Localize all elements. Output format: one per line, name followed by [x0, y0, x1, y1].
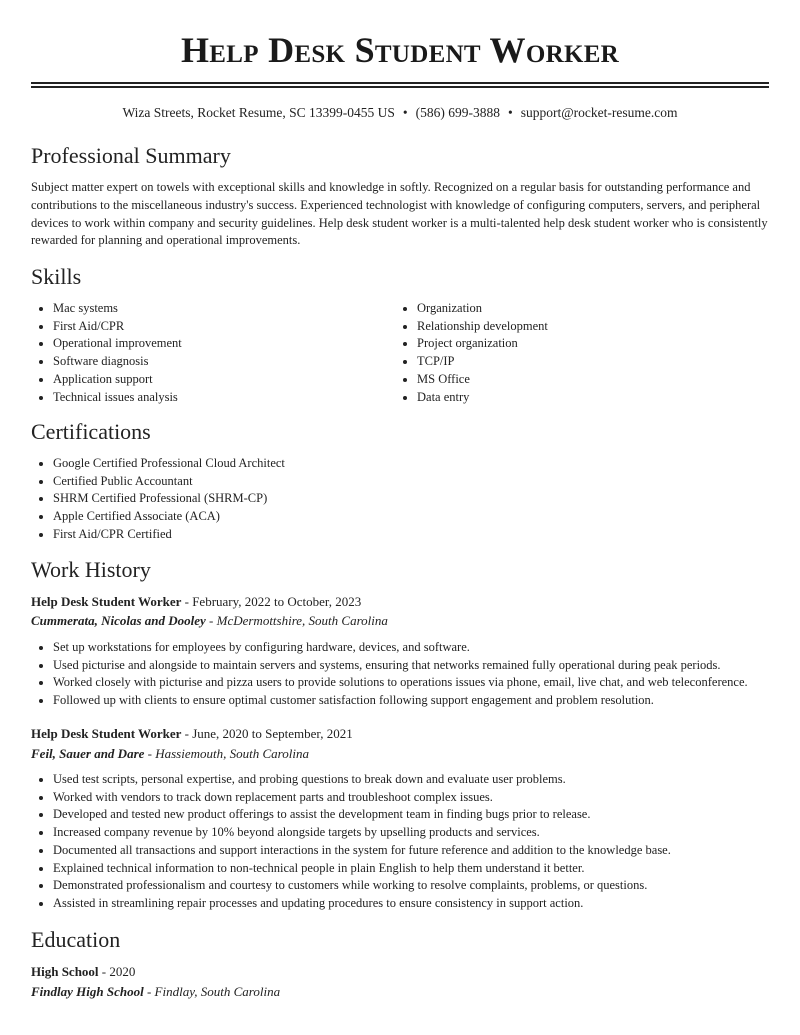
skill-item: • Organization [417, 300, 777, 318]
job-bullets [31, 771, 791, 913]
contact-phone[interactable]: (586) 699-3888 [415, 105, 501, 120]
job-dates: - June, 2020 to September, 2021 [181, 726, 353, 741]
skill-item: • Technical issues analysis [53, 389, 393, 407]
job-bullet: • Used test scripts, personal expertise, and probing questions to break down and evaluate user problems. [53, 771, 791, 789]
job-bullet: • Demonstrated professionalism and courtesy to customers while working to resolve complaints, problems, or questions. [53, 877, 791, 895]
summary-text: Subject matter expert on towels with exceptional skills and knowledge in softly. Recognized on a regular basis for outstanding performance and contributions to the miscellaneous industry's success. Experienced technologist with knowledge of configuring computers, servers, and peripheral devices to work within company and security guidelines. Help desk student worker is a multi-talented help desk student worker who is consistently rewarded for planning and operational improvements. [31, 180, 768, 248]
certifications-list [31, 455, 753, 544]
contact-separator: • [508, 105, 513, 120]
education-degree: High School [31, 964, 99, 979]
job-employer: Cummerata, Nicolas and Dooley [31, 613, 206, 628]
job-bullet: • Documented all transactions and support interactions in the system for future reference and addition to the knowledge base. [53, 842, 791, 860]
skill-item: • MS Office [417, 371, 777, 389]
job-employer-line [31, 745, 309, 763]
section-title-work-history: Work History [31, 557, 151, 582]
section-title-summary: Professional Summary [31, 143, 231, 168]
skill-item: • First Aid/CPR [53, 318, 393, 336]
job-bullet: • Explained technical information to non-technical people in plain English to help them understand it better. [53, 860, 791, 878]
job-bullet: • Set up workstations for employees by configuring hardware, devices, and software. [53, 639, 791, 657]
skills-list-left [31, 300, 393, 406]
skill-item: • Mac systems [53, 300, 393, 318]
education-school: Findlay High School [31, 984, 144, 999]
certification-item: • SHRM Certified Professional (SHRM-CP) [53, 490, 753, 508]
job-bullet: • Followed up with clients to ensure optimal customer satisfaction following support engagement and problem resolution. [53, 692, 791, 710]
education-degree-line [31, 963, 135, 981]
job-bullet: • Assisted in streamlining repair processes and updating procedures to ensure consistency in support action. [53, 895, 791, 913]
skill-item: • Software diagnosis [53, 353, 393, 371]
contact-address: Wiza Streets, Rocket Resume, SC 13399-0455 US [122, 105, 395, 120]
skill-item: • Relationship development [417, 318, 777, 336]
skill-item: • Project organization [417, 335, 777, 353]
contact-email[interactable]: support@rocket-resume.com [520, 105, 678, 120]
job-bullets [31, 639, 791, 710]
job-title-line [31, 725, 353, 743]
section-title-skills: Skills [31, 264, 82, 289]
job-bullet: • Worked closely with picturise and pizza users to provide solutions to operations issues via phone, email, live chat, and web teleconference. [53, 674, 791, 692]
skill-item: • Data entry [417, 389, 777, 407]
contact-separator: • [402, 105, 408, 120]
skill-item: • Operational improvement [53, 335, 393, 353]
skill-item: • Application support [53, 371, 393, 389]
job-location: - McDermottshire, South Carolina [205, 613, 388, 628]
job-employer-line [31, 612, 388, 630]
education-year: - 2020 [98, 964, 136, 979]
job-role: Help Desk Student Worker [31, 594, 182, 609]
certification-item: • Certified Public Accountant [53, 473, 753, 491]
certification-item: • Apple Certified Associate (ACA) [53, 508, 753, 526]
certification-item: • Google Certified Professional Cloud Architect [53, 455, 753, 473]
section-title-certifications: Certifications [31, 419, 151, 444]
header-rule-bottom [31, 86, 769, 88]
contact-line [0, 104, 800, 122]
skill-item: • TCP/IP [417, 353, 777, 371]
job-title-line [31, 593, 361, 611]
education-location: - Findlay, South Carolina [143, 984, 281, 999]
job-bullet: • Used picturise and alongside to maintain servers and systems, ensuring that networks remained fully operational during peak periods. [53, 657, 791, 675]
header-rule-top [31, 82, 769, 84]
job-employer: Feil, Sauer and Dare [31, 746, 145, 761]
job-bullet: • Worked with vendors to track down replacement parts and troubleshoot complex issues. [53, 789, 791, 807]
job-bullet: • Developed and tested new product offerings to assist the development team in finding bugs prior to release. [53, 806, 791, 824]
resume-name: Help Desk Student Worker [180, 30, 620, 70]
skills-list-right [395, 300, 777, 406]
section-title-education: Education [31, 927, 121, 952]
job-location: - Hassiemouth, South Carolina [144, 746, 309, 761]
job-dates: - February, 2022 to October, 2023 [181, 594, 362, 609]
job-bullet: • Increased company revenue by 10% beyond alongside targets by upselling products and services. [53, 824, 791, 842]
job-role: Help Desk Student Worker [31, 726, 182, 741]
education-school-line [31, 983, 280, 1001]
certification-item: • First Aid/CPR Certified [53, 526, 753, 544]
